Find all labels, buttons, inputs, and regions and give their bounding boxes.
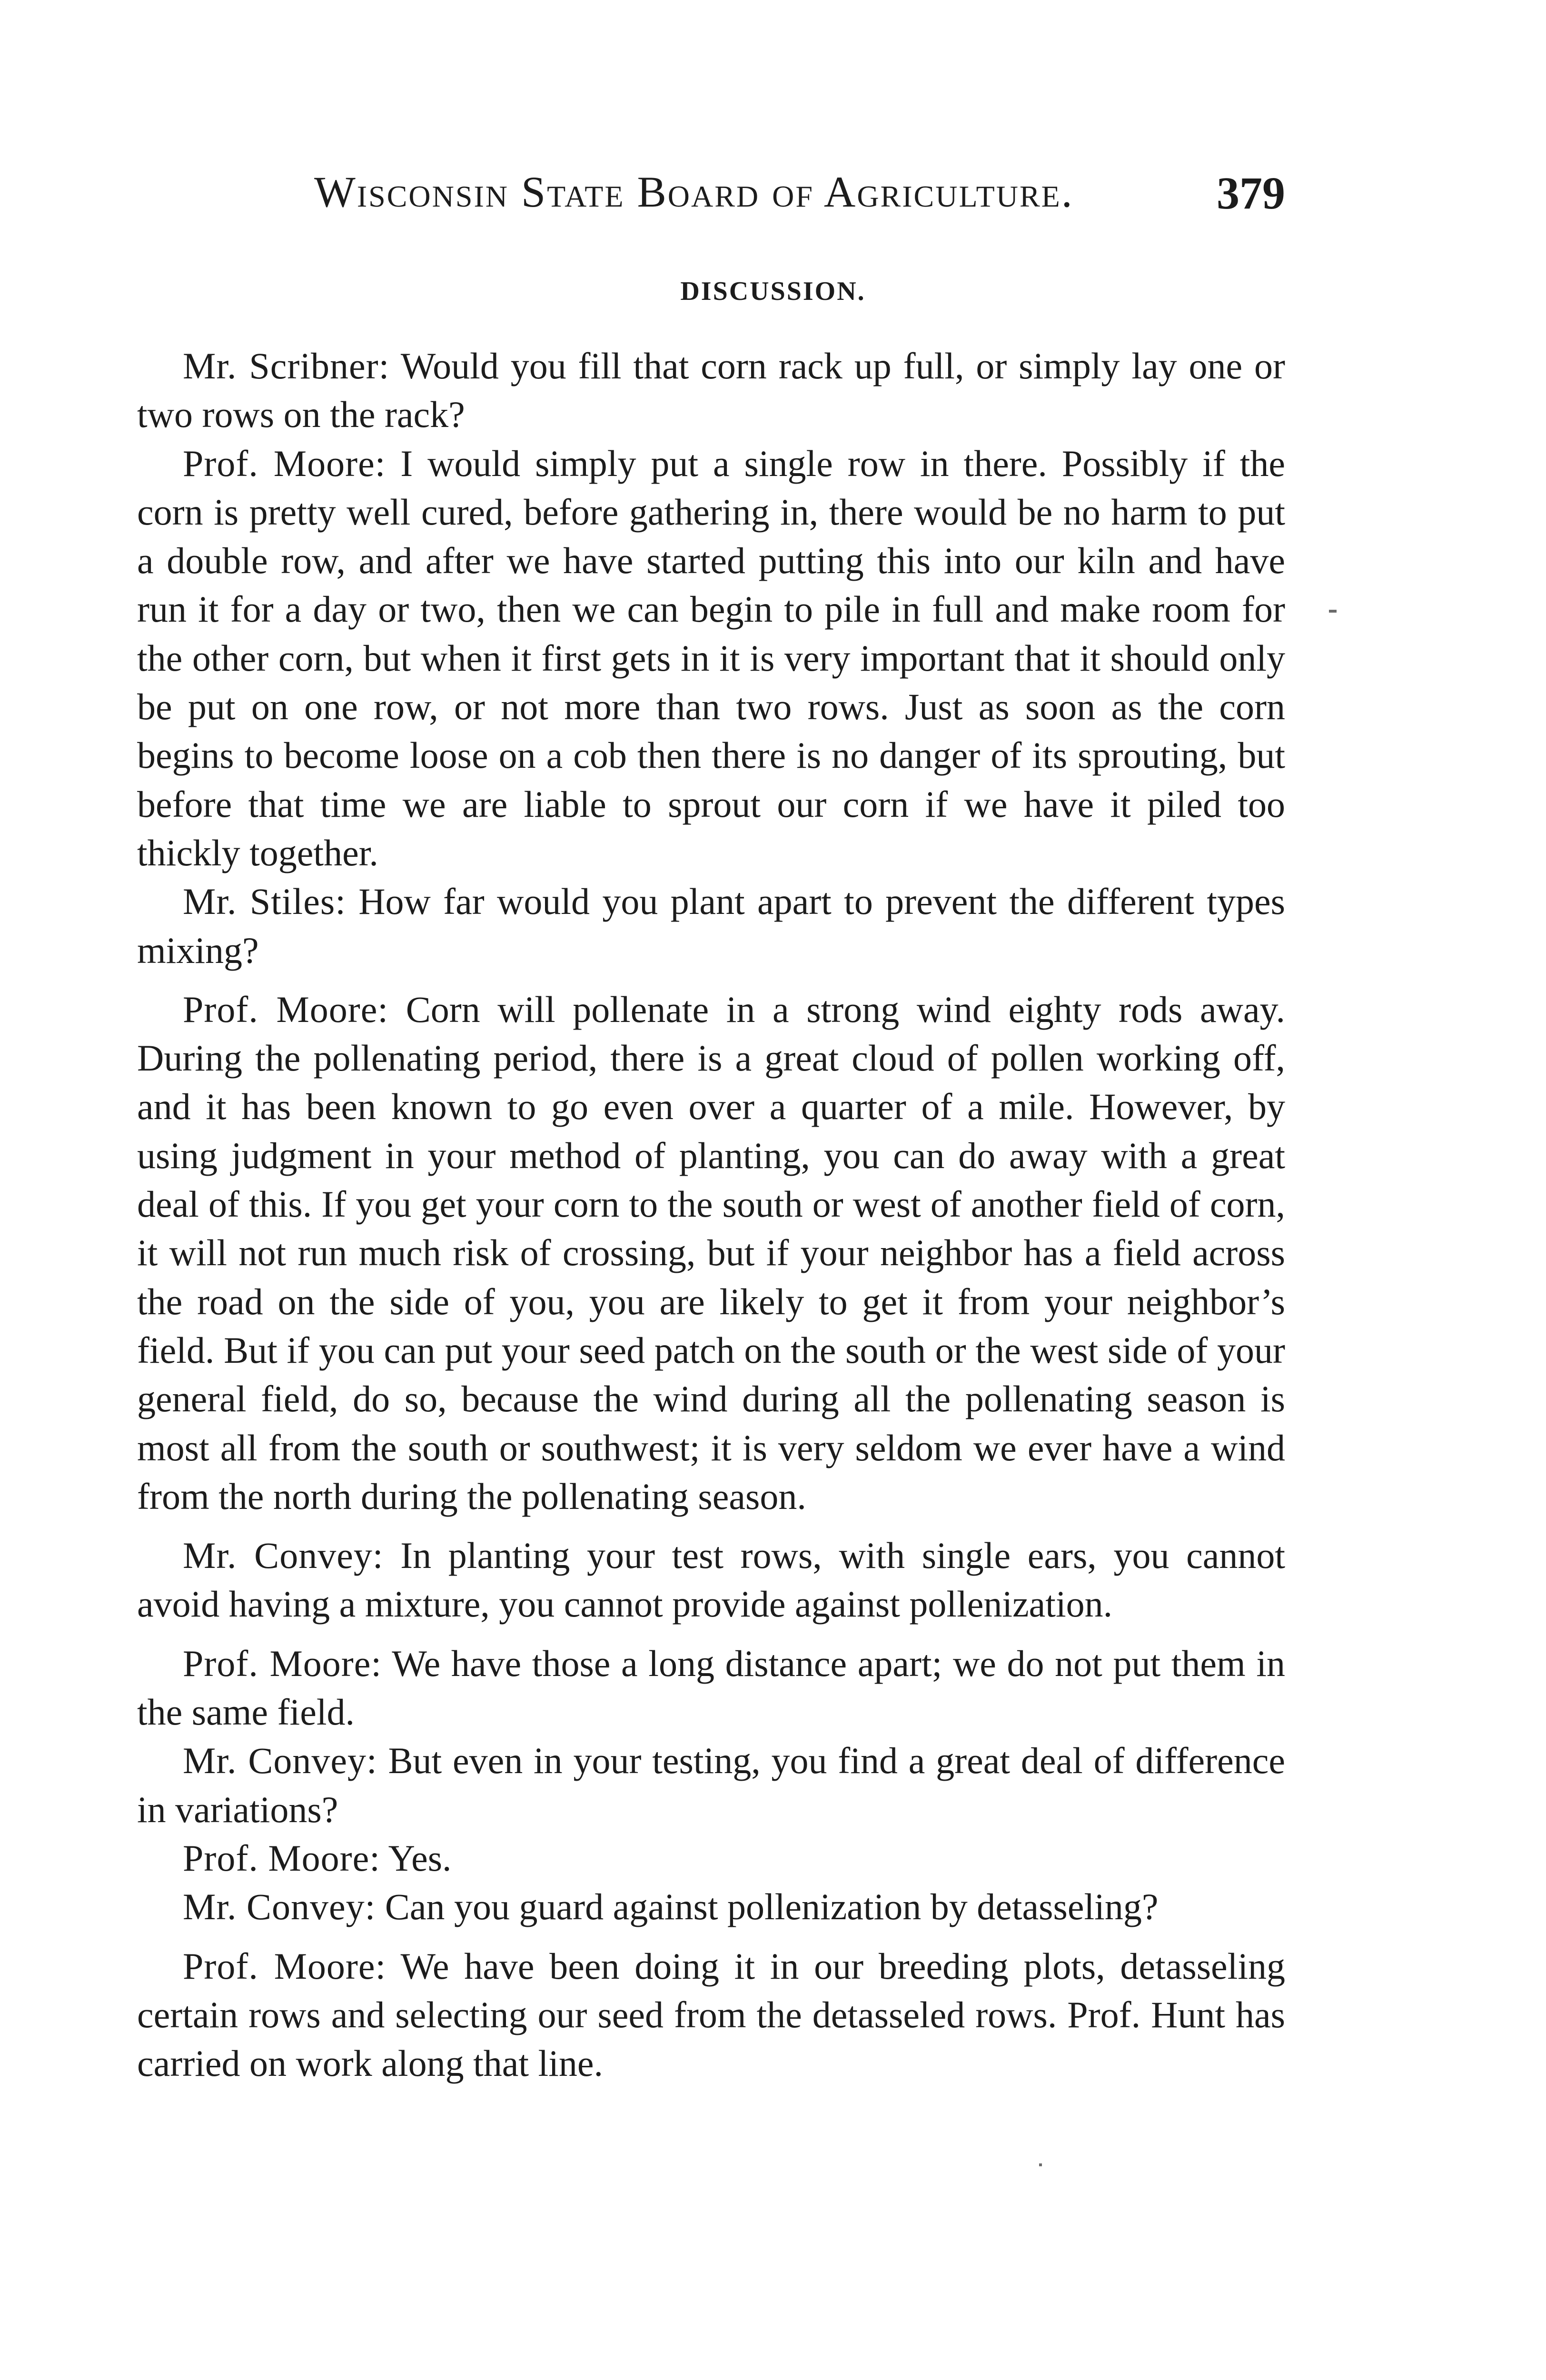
paragraph-text: I would simply put a single row in there. Possibly if the corn is pretty well cured, before gathering in, there would be no harm to put a double row, and after we have started putting this into our kiln and have run it for a day or two, then we can begin to pile in full and make room for the other corn, but when it first gets in it is very important that it should only be put on one row, or not more than two rows. Just as soon as the corn begins to become loose on a cob then there is no danger of its sprouting, but before that time we are liable to sprout our corn if we have it piled too thickly together. (137, 442, 1286, 873)
speaker-name: Mr. Convey: (183, 1740, 377, 1782)
paragraph-moore-answer (137, 439, 1285, 878)
speaker-name: Prof. Moore: (183, 1837, 380, 1879)
page-number: 379 (1217, 168, 1285, 218)
paragraph-convey-question (137, 1883, 1285, 1931)
speaker-name: Mr. Stiles: (183, 881, 346, 922)
paragraph-stiles-question (137, 877, 1285, 975)
paragraph-scribner-question (137, 342, 1285, 439)
paragraph-text: But even in your testing, you find a great deal of difference in variations? (137, 1740, 1286, 1830)
paragraph-moore-answer (137, 1639, 1285, 1737)
speaker-name: Prof. Moore: (183, 988, 389, 1030)
paragraph-text: Corn will pollenate in a strong wind eighty rods away. During the pollenating period, there is a great cloud of pollen working off, and it has been known to go even over a quarter of a mile. However, by using judgment in your method of planting, you can do away with a great deal of this. If you get your corn to the south or west of another field of corn, it will not run much risk of crossing, but if your neighbor has a field across the road on the side of you, you are likely to get it from your neighbor’s field. But if you can put your seed patch on the south or the west side of your general field, do so, because the wind during all the pollenating season is most all from the south or southwest; it is very seldom we ever have a wind from the north during the pollenating season. (137, 988, 1285, 1517)
running-title: Wisconsin State Board of Agriculture. (314, 168, 1074, 216)
paragraph-text: Yes. (388, 1837, 452, 1879)
section-heading: DISCUSSION. (680, 277, 866, 306)
speaker-name: Mr. Convey: (183, 1535, 384, 1577)
scan-speck (1039, 2163, 1042, 2166)
paragraph-moore-answer (137, 1834, 1285, 1883)
speaker-name: Mr. Scribner: (183, 345, 390, 387)
paragraph-moore-answer (137, 1942, 1285, 2088)
paragraph-text: In planting your test rows, with single ears, you cannot avoid having a mixture, you cannot provide against pollenization. (137, 1535, 1286, 1625)
paragraph-text: We have been doing it in our breeding plots, detasseling certain rows and selecting our seed from the detasseled rows. Prof. Hunt has carried on work along that line. (137, 1945, 1286, 2084)
paragraph-convey-question (137, 1531, 1285, 1629)
paragraph-text: Can you guard against pollenization by detasseling? (385, 1886, 1159, 1928)
body-text (137, 342, 1285, 2088)
paragraph-convey-question (137, 1736, 1285, 1834)
speaker-name: Prof. Moore: (183, 442, 386, 484)
speaker-name: Mr. Convey: (183, 1886, 376, 1928)
scan-speck (1329, 610, 1337, 613)
paragraph-text: We have those a long distance apart; we do not put them in the same field. (137, 1642, 1285, 1733)
paragraph-text: How far would you plant apart to prevent the different types mixing? (137, 881, 1285, 971)
page-header (314, 167, 1285, 224)
speaker-name: Prof. Moore: (183, 1945, 386, 1987)
speaker-name: Prof. Moore: (183, 1642, 382, 1684)
paragraph-text: Would you fill that corn rack up full, or simply lay one or two rows on the rack? (137, 345, 1286, 436)
paragraph-moore-answer (137, 985, 1285, 1521)
